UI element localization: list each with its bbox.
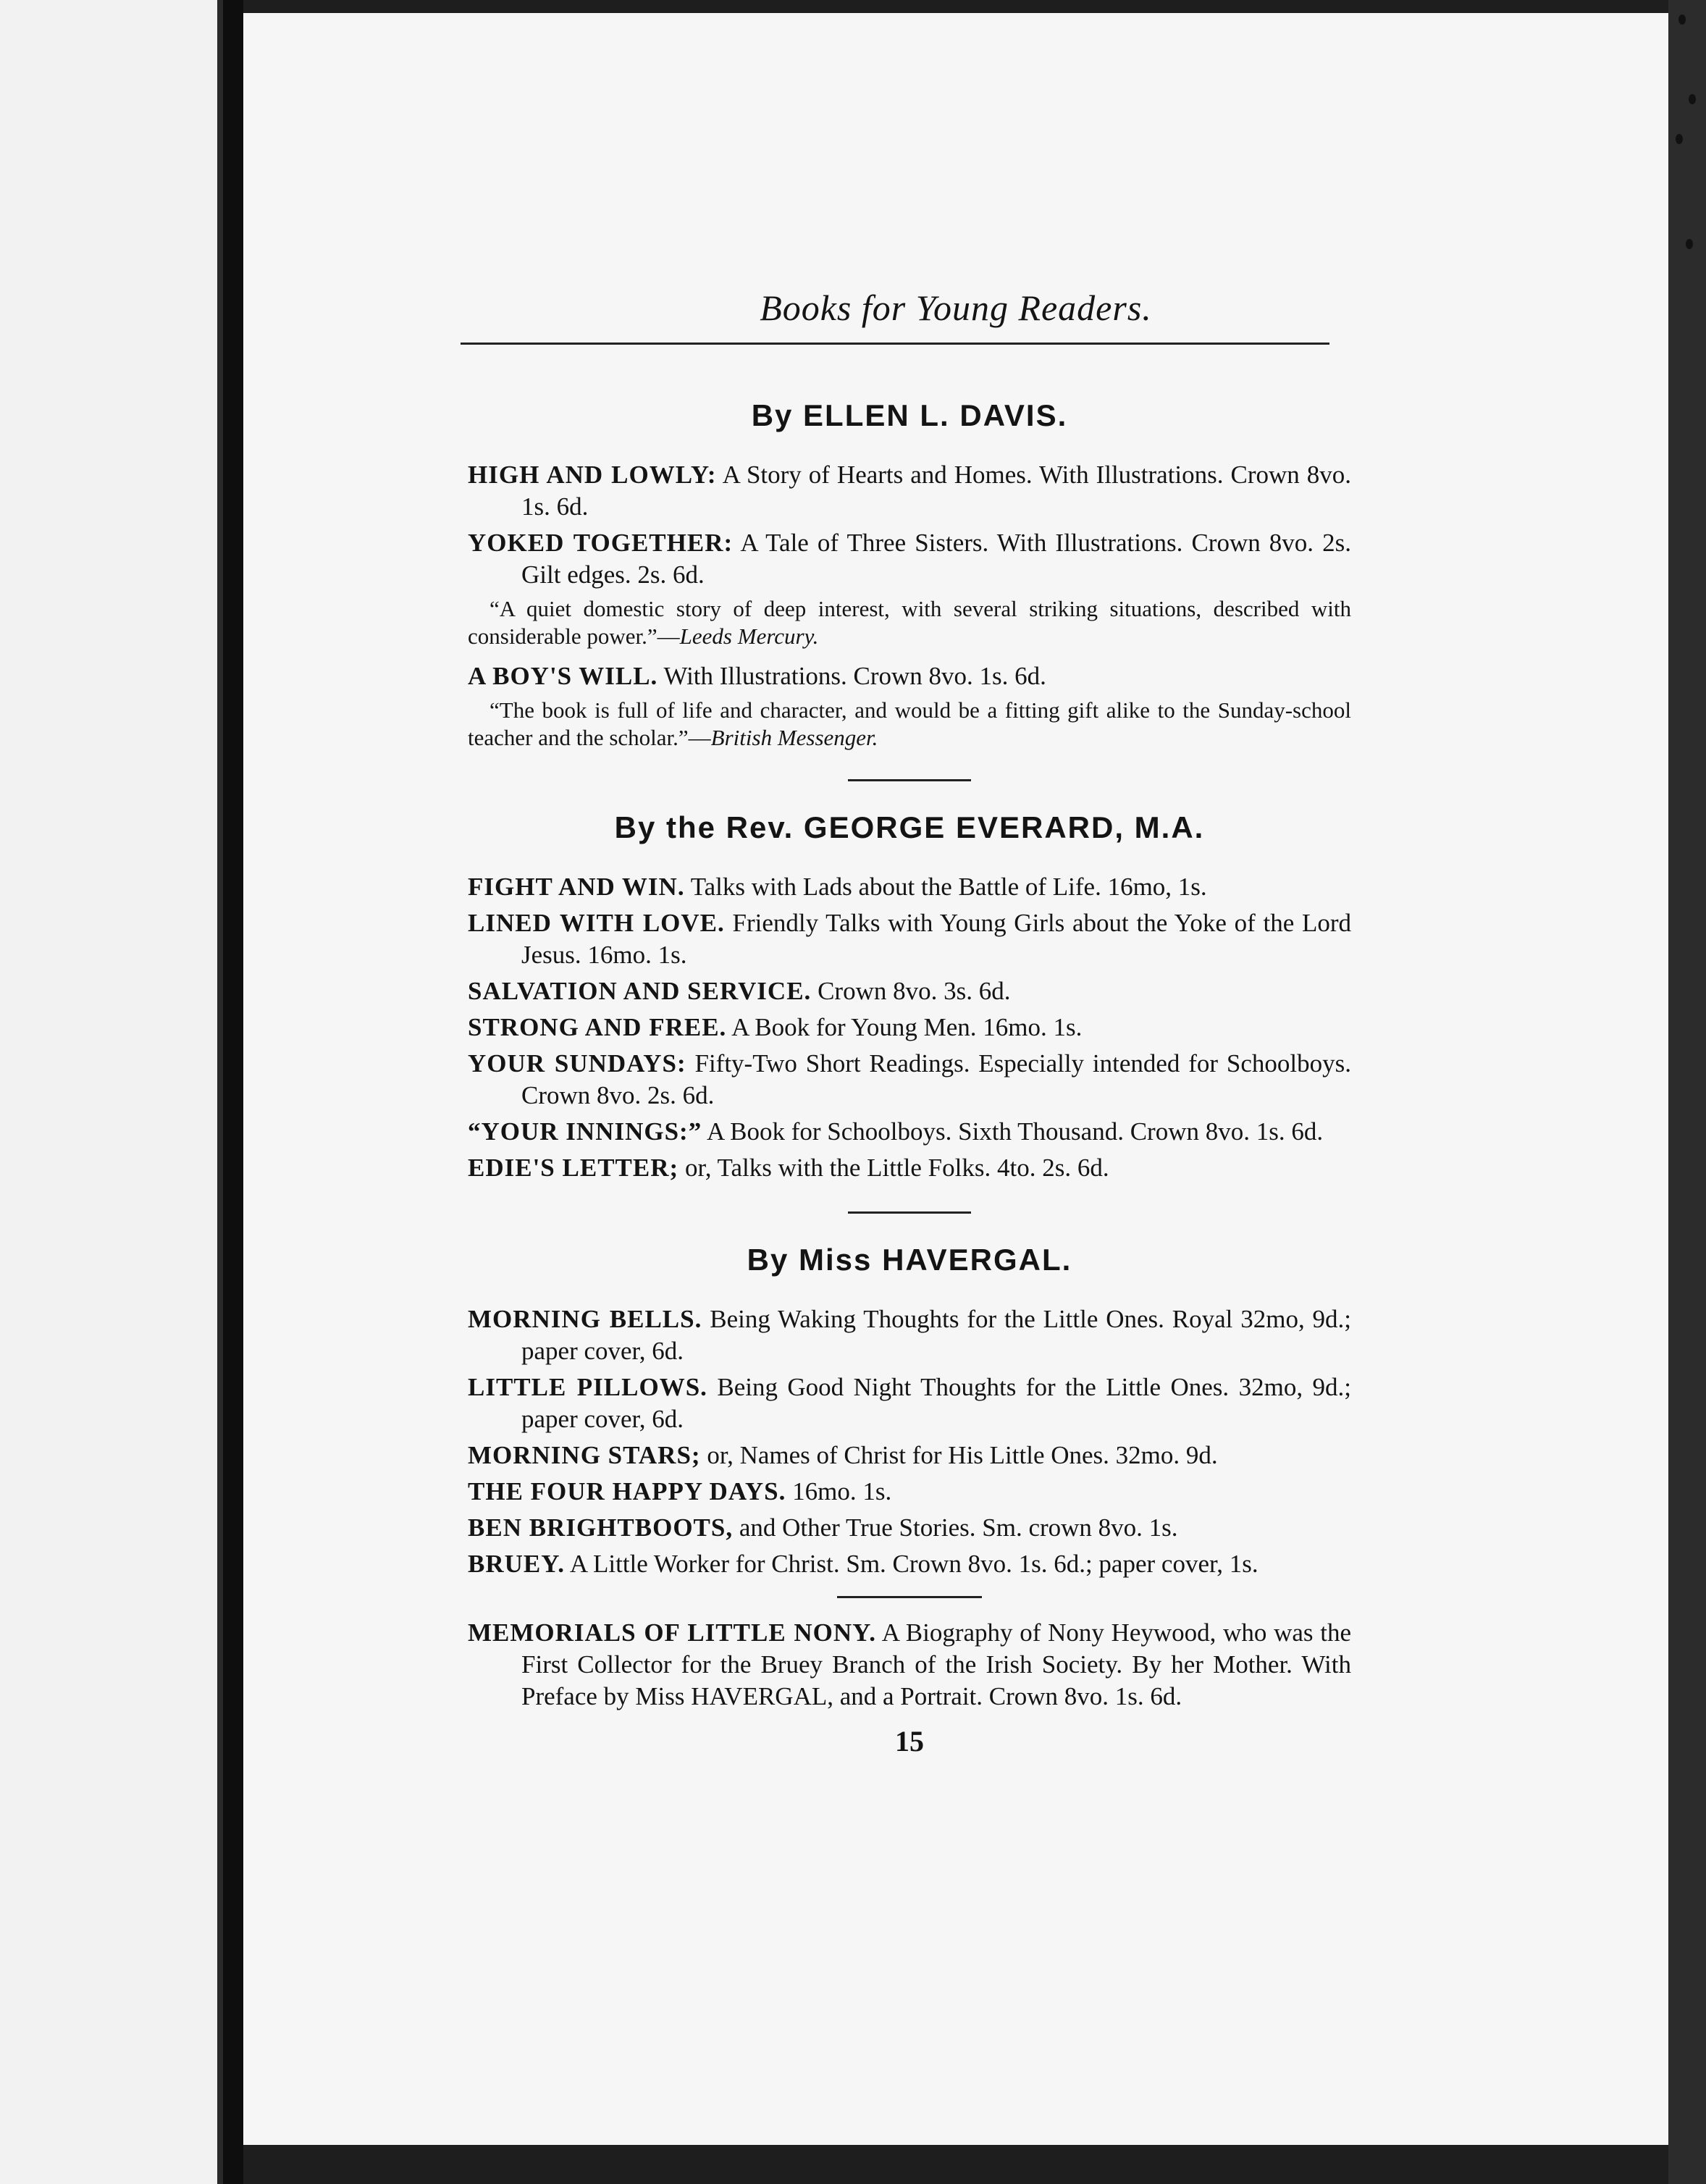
book-desc: and Other True Stories. Sm. crown 8vo. 1s. bbox=[739, 1513, 1178, 1542]
ink-speck bbox=[1676, 134, 1683, 144]
book-title: “YOUR INNINGS:” bbox=[468, 1117, 702, 1146]
book-desc: or, Talks with the Little Folks. 4to. 2s. 6d. bbox=[684, 1154, 1109, 1182]
book-desc: A Little Worker for Christ. Sm. Crown 8vo. 1s. 6d.; paper cover, 1s. bbox=[569, 1550, 1259, 1578]
book-entry bbox=[468, 1048, 1351, 1112]
book-desc: A Book for Young Men. 16mo. 1s. bbox=[731, 1013, 1083, 1041]
running-head: Books for Young Readers. bbox=[760, 287, 1152, 328]
page-edge bbox=[1668, 0, 1706, 2184]
book-title: A BOY'S WILL. bbox=[468, 662, 658, 690]
book-title: STRONG AND FREE. bbox=[468, 1013, 727, 1041]
book-entry bbox=[468, 1548, 1351, 1580]
book-desc: Talks with Lads about the Battle of Life. 16mo, 1s. bbox=[690, 873, 1207, 901]
book-desc: 16mo. 1s. bbox=[792, 1477, 892, 1505]
book-desc: Crown 8vo. 3s. 6d. bbox=[818, 977, 1011, 1005]
quote-text: “A quiet domestic story of deep interest, with several striking situations, described with considerable power.”— bbox=[468, 596, 1351, 649]
book-desc: A Tale of Three Sisters. With Illustrations. Crown 8vo. 2s. Gilt edges. 2s. 6d. bbox=[521, 529, 1352, 589]
book-desc: A Story of Hearts and Homes. With Illustrations. Crown 8vo. 1s. 6d. bbox=[521, 461, 1352, 521]
author-heading: By the Rev. GEORGE EVERARD, M.A. bbox=[614, 810, 1205, 844]
book-entry bbox=[468, 1440, 1351, 1471]
section-havergal bbox=[468, 1243, 1351, 1580]
book-title: YOUR SUNDAYS: bbox=[468, 1049, 686, 1078]
author-heading: By ELLEN L. DAVIS. bbox=[751, 398, 1068, 432]
section-divider bbox=[848, 779, 971, 781]
quote-source: British Messenger. bbox=[710, 725, 878, 750]
review-quote bbox=[468, 595, 1351, 650]
book-desc: Fifty-Two Short Readings. Especially intended for Schoolboys. Crown 8vo. 2s. 6d. bbox=[521, 1049, 1351, 1109]
book-entry bbox=[468, 1476, 1351, 1508]
book-entry bbox=[468, 1116, 1351, 1148]
book-title: LITTLE PILLOWS. bbox=[468, 1373, 707, 1401]
section-divider bbox=[837, 1596, 982, 1598]
book-title: HIGH AND LOWLY: bbox=[468, 461, 717, 489]
review-quote bbox=[468, 697, 1351, 752]
book-desc: Being Good Night Thoughts for the Little Ones. 32mo, 9d.; paper cover, 6d. bbox=[521, 1373, 1351, 1433]
book-title: MEMORIALS OF LITTLE NONY. bbox=[468, 1618, 876, 1647]
book-entry bbox=[468, 1372, 1351, 1435]
book-title: MORNING STARS; bbox=[468, 1441, 701, 1469]
book-entry bbox=[468, 1152, 1351, 1184]
book-title: MORNING BELLS. bbox=[468, 1305, 702, 1333]
ink-speck bbox=[1686, 239, 1693, 249]
quote-source: Leeds Mercury. bbox=[679, 623, 819, 649]
book-desc: With Illustrations. Crown 8vo. 1s. 6d. bbox=[663, 662, 1046, 690]
book-entry bbox=[468, 907, 1351, 971]
book-entry bbox=[468, 1012, 1351, 1043]
book-title: SALVATION AND SERVICE. bbox=[468, 977, 812, 1005]
book-page bbox=[243, 13, 1668, 2145]
book-gutter bbox=[223, 0, 243, 2184]
book-desc: A Biography of Nony Heywood, who was the First Collector for the Bruey Branch of the Irish Society. By her Mother. With Preface by Miss HAVERGAL, and a Portrait. Crown 8vo. 1s. 6d. bbox=[521, 1618, 1351, 1710]
book-title: FIGHT AND WIN. bbox=[468, 873, 685, 901]
book-title: YOKED TOGETHER: bbox=[468, 529, 734, 557]
book-entry bbox=[468, 660, 1351, 692]
book-entry bbox=[468, 459, 1351, 523]
facing-page bbox=[0, 0, 223, 2184]
book-entry bbox=[468, 1303, 1351, 1367]
book-desc: A Book for Schoolboys. Sixth Thousand. Crown 8vo. 1s. 6d. bbox=[707, 1117, 1324, 1146]
head-rule bbox=[461, 343, 1329, 345]
quote-text: “The book is full of life and character, and would be a fitting gift alike to the Sunday-school teacher and the scholar.”— bbox=[468, 697, 1351, 750]
ink-speck bbox=[1689, 94, 1696, 104]
section-divider bbox=[848, 1211, 971, 1214]
book-entry bbox=[468, 871, 1351, 903]
page-content bbox=[468, 382, 1351, 1758]
book-title: THE FOUR HAPPY DAYS. bbox=[468, 1477, 786, 1505]
book-desc: Being Waking Thoughts for the Little Ones. Royal 32mo, 9d.; paper cover, 6d. bbox=[521, 1305, 1352, 1365]
ink-speck bbox=[1678, 14, 1686, 25]
book-entry bbox=[468, 1512, 1351, 1544]
book-desc: Friendly Talks with Young Girls about the Yoke of the Lord Jesus. 16mo. 1s. bbox=[521, 909, 1352, 969]
section-ellen-davis bbox=[468, 398, 1351, 752]
page-number: 15 bbox=[895, 1725, 924, 1757]
book-title: LINED WITH LOVE. bbox=[468, 909, 725, 937]
book-desc: or, Names of Christ for His Little Ones. 32mo. 9d. bbox=[707, 1441, 1218, 1469]
section-george-everard bbox=[468, 810, 1351, 1184]
memorial-entry bbox=[468, 1617, 1351, 1713]
book-entry bbox=[468, 975, 1351, 1007]
book-title: BRUEY. bbox=[468, 1550, 566, 1578]
book-title: BEN BRIGHTBOOTS, bbox=[468, 1513, 734, 1542]
book-title: EDIE'S LETTER; bbox=[468, 1154, 679, 1182]
author-heading: By Miss HAVERGAL. bbox=[747, 1243, 1072, 1277]
book-entry bbox=[468, 527, 1351, 591]
